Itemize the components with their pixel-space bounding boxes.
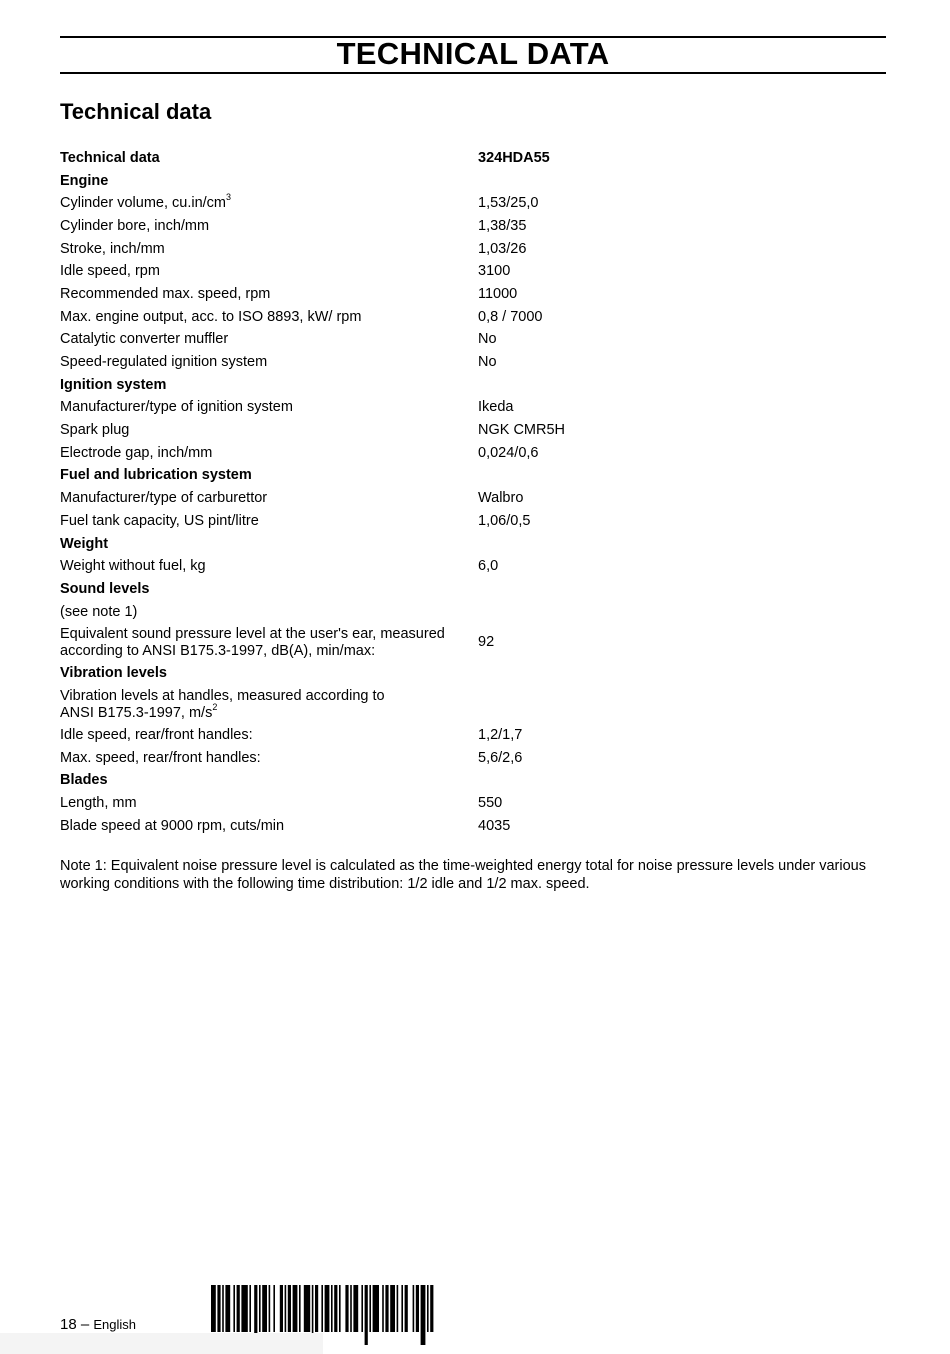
table-row [60, 623, 886, 662]
barcode-bar [285, 1285, 287, 1332]
header-rule-bottom [60, 72, 886, 74]
row-label: Manufacturer/type of carburettor [60, 490, 268, 507]
barcode-bar [413, 1285, 415, 1332]
barcode-bar [361, 1285, 363, 1332]
row-label: Max. engine output, acc. to ISO 8893, kW/ rpm [60, 308, 362, 325]
section-heading: Technical data [60, 99, 212, 124]
row-value: 0,8 / 7000 [478, 308, 543, 325]
table-row [60, 487, 886, 510]
footnote: Note 1: Equivalent noise pressure level is calculated as the time-weighted energy total for noise pressure levels under various working conditions with the following time distribution: 1/2 idle and 1/2 max. speed. [60, 858, 866, 892]
barcode-bar [390, 1285, 395, 1332]
row-value: 1,53/25,0 [478, 195, 539, 212]
row-label: Weight [60, 535, 109, 552]
barcode-bar [397, 1285, 399, 1332]
row-label: Cylinder volume, $cu.in/cm^3$ [60, 192, 232, 212]
barcode-bar [339, 1285, 341, 1332]
row-label: Engine [60, 172, 109, 189]
barcode-bar [401, 1285, 403, 1332]
row-label: (see note 1) [60, 603, 138, 620]
row-label: Manufacturer/type of ignition system [60, 399, 293, 416]
row-value: No [478, 331, 497, 348]
row-value: 0,024/0,6 [478, 444, 539, 461]
row-value: Walbro [478, 490, 524, 507]
row-label: Idle speed, rear/front handles: [60, 726, 253, 743]
barcode-bar [241, 1285, 247, 1332]
row-label: Cylinder bore, inch/mm [60, 217, 210, 234]
bottom-strip [0, 1333, 323, 1354]
row-label: Vibration levels [60, 665, 167, 682]
barcode-bar [382, 1285, 384, 1332]
barcode-bar [225, 1285, 230, 1332]
row-label: Stroke, inch/mm [60, 240, 165, 257]
row-label: Length, mm [60, 795, 137, 812]
row-value: 1,2/1,7 [478, 726, 523, 743]
table-section-row [60, 533, 886, 556]
barcode-bar [421, 1285, 426, 1345]
row-label: Fuel and lubrication system [60, 467, 252, 484]
row-value: 5,6/2,6 [478, 749, 523, 766]
table-row [60, 260, 886, 283]
table-row [60, 510, 886, 533]
row-value: 92 [478, 634, 495, 651]
barcode-bar [385, 1285, 388, 1332]
page-number: 18 [60, 1316, 77, 1333]
barcode-bar [369, 1285, 371, 1332]
barcode-bar [293, 1285, 298, 1332]
barcode-bar [334, 1285, 337, 1332]
row-label: Blades [60, 772, 108, 789]
table-row [60, 306, 886, 329]
barcode-bar [299, 1285, 301, 1332]
barcode-bar [405, 1285, 408, 1332]
row-value: 3100 [478, 263, 511, 280]
row-value: NGK CMR5H [478, 422, 566, 439]
row-value: No [478, 354, 497, 371]
row-value: 324HDA55 [478, 149, 550, 166]
spec-table [60, 147, 886, 838]
page-title: TECHNICAL DATA [336, 36, 610, 71]
row-label: Catalytic converter muffler [60, 331, 229, 348]
table-row [60, 215, 886, 238]
row-label: Spark plug [60, 422, 130, 439]
row-value: 550 [478, 795, 503, 812]
barcode-bar [321, 1285, 323, 1332]
row-label: Speed-regulated ignition system [60, 354, 268, 371]
barcode-bar [325, 1285, 330, 1332]
table-row [60, 724, 886, 747]
row-label: Ignition system [60, 376, 167, 393]
barcode-bar [233, 1285, 235, 1332]
row-label: Max. speed, rear/front handles: [60, 749, 261, 766]
row-value: 11000 [478, 285, 518, 302]
row-label: Vibration levels at handles, measured according to ANSI B175.3-1997, $m/s^2$ [60, 687, 385, 721]
row-label: Sound levels [60, 580, 150, 597]
table-row [60, 192, 886, 215]
table-row [60, 238, 886, 261]
row-value: 4035 [478, 817, 511, 834]
table-row [60, 747, 886, 770]
table-row [60, 283, 886, 306]
barcode-bar [237, 1285, 240, 1332]
row-label: Weight without fuel, kg [60, 558, 206, 575]
table-section-row [60, 770, 886, 793]
barcode-bar [259, 1285, 261, 1332]
table-row [60, 397, 886, 420]
page-footer [60, 1316, 136, 1334]
barcode-bar [262, 1285, 267, 1332]
row-label: Blade speed at 9000 rpm, cuts/min [60, 817, 285, 834]
table-row [60, 601, 886, 624]
row-label: Electrode gap, inch/mm [60, 444, 213, 461]
barcode-bar [249, 1285, 251, 1332]
barcode-bar [427, 1285, 429, 1332]
row-label: Technical data [60, 149, 160, 166]
barcode-bar [353, 1285, 358, 1332]
row-label: Recommended max. speed, rpm [60, 285, 271, 302]
table-section-row [60, 147, 886, 170]
table-section-row [60, 465, 886, 488]
row-label: Idle speed, rpm [60, 263, 160, 280]
table-row [60, 419, 886, 442]
row-value: 1,06/0,5 [478, 512, 531, 529]
row-value: Ikeda [478, 399, 514, 416]
barcode-bar [373, 1285, 379, 1332]
barcode-bar [280, 1285, 283, 1332]
barcode-bar [430, 1285, 433, 1332]
table-row [60, 555, 886, 578]
footer-language: English [93, 1317, 137, 1332]
row-value: 1,03/26 [478, 240, 527, 257]
barcode-bar [222, 1285, 224, 1332]
barcode-bar [315, 1285, 318, 1332]
table-section-row [60, 662, 886, 685]
table-row [60, 442, 886, 465]
barcode-bar [217, 1285, 220, 1332]
barcode-bar [350, 1285, 352, 1332]
barcode-bar [416, 1285, 419, 1332]
footer-separator: – [80, 1316, 90, 1333]
row-value: 1,38/35 [478, 217, 527, 234]
table-section-row [60, 578, 886, 601]
barcode-bar [304, 1285, 310, 1332]
table-section-row [60, 374, 886, 397]
barcode-bar [345, 1285, 348, 1332]
table-row [60, 351, 886, 374]
table-row [60, 329, 886, 352]
row-label: Fuel tank capacity, US pint/litre [60, 512, 259, 529]
barcode-bar [269, 1285, 271, 1332]
table-row [60, 815, 886, 838]
barcode-bar [211, 1285, 216, 1332]
barcode-bar [331, 1285, 333, 1332]
row-label: Equivalent sound pressure level at the user's ear, measured according to ANSI B175.3-1997, dB(A), min/max: [60, 625, 445, 659]
barcode-bar [273, 1285, 275, 1332]
table-row [60, 685, 886, 724]
table-section-row [60, 170, 886, 193]
table-row [60, 792, 886, 815]
barcode-bar [288, 1285, 291, 1332]
row-value: 6,0 [478, 558, 499, 575]
barcode-bar [365, 1285, 368, 1345]
